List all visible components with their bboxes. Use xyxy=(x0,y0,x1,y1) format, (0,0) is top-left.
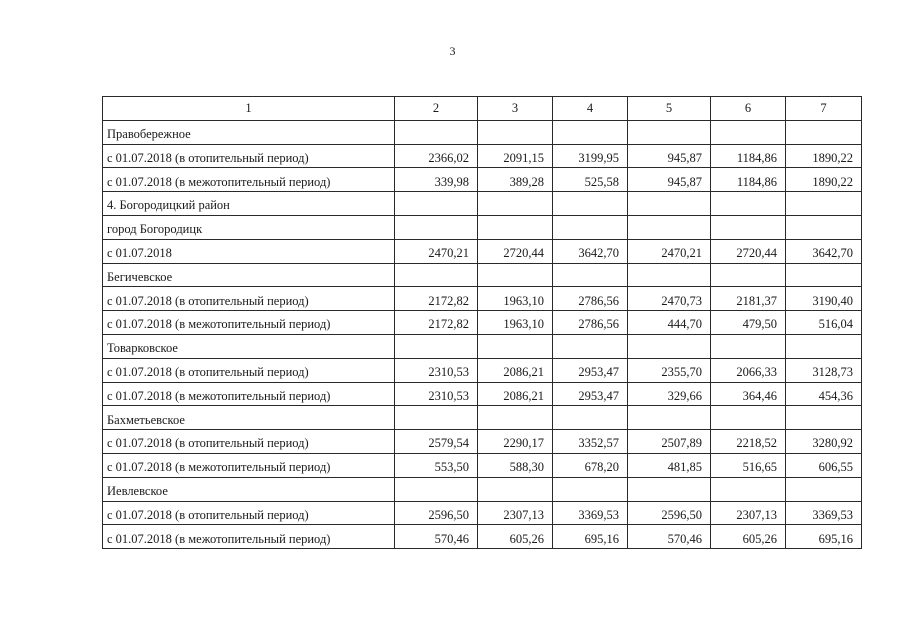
table-row xyxy=(103,358,862,382)
value-cell xyxy=(628,477,711,501)
value-cell xyxy=(478,120,553,144)
value-cell xyxy=(786,263,862,287)
value-cell: 3642,70 xyxy=(786,239,862,263)
value-cell: 1890,22 xyxy=(786,144,862,168)
value-cell: 2066,33 xyxy=(711,358,786,382)
value-cell xyxy=(553,334,628,358)
value-cell: 339,98 xyxy=(395,168,478,192)
table-row xyxy=(103,168,862,192)
value-cell: 454,36 xyxy=(786,382,862,406)
value-cell: 2579,54 xyxy=(395,430,478,454)
value-cell: 2290,17 xyxy=(478,430,553,454)
value-cell: 516,65 xyxy=(711,453,786,477)
value-cell: 945,87 xyxy=(628,168,711,192)
table-body xyxy=(103,97,862,549)
row-label: Правобережное xyxy=(103,120,395,144)
table-row xyxy=(103,287,862,311)
row-label: Бегичевское xyxy=(103,263,395,287)
value-cell xyxy=(711,406,786,430)
value-cell: 2786,56 xyxy=(553,287,628,311)
table-row xyxy=(103,215,862,239)
value-cell xyxy=(628,263,711,287)
value-cell xyxy=(711,477,786,501)
value-cell: 2720,44 xyxy=(711,239,786,263)
table-row xyxy=(103,239,862,263)
row-label: с 01.07.2018 (в межотопительный период) xyxy=(103,525,395,549)
value-cell: 2953,47 xyxy=(553,358,628,382)
header-cell: 4 xyxy=(553,97,628,121)
value-cell xyxy=(711,263,786,287)
value-cell: 2091,15 xyxy=(478,144,553,168)
value-cell: 606,55 xyxy=(786,453,862,477)
value-cell: 1963,10 xyxy=(478,287,553,311)
value-cell xyxy=(395,334,478,358)
value-cell: 2218,52 xyxy=(711,430,786,454)
value-cell: 570,46 xyxy=(628,525,711,549)
table-row xyxy=(103,477,862,501)
row-label: с 01.07.2018 xyxy=(103,239,395,263)
value-cell: 2953,47 xyxy=(553,382,628,406)
value-cell xyxy=(711,215,786,239)
value-cell: 2470,73 xyxy=(628,287,711,311)
value-cell: 695,16 xyxy=(786,525,862,549)
value-cell xyxy=(395,215,478,239)
value-cell: 1890,22 xyxy=(786,168,862,192)
table-row xyxy=(103,120,862,144)
value-cell xyxy=(553,192,628,216)
value-cell: 1184,86 xyxy=(711,144,786,168)
value-cell: 945,87 xyxy=(628,144,711,168)
value-cell xyxy=(395,192,478,216)
row-label: с 01.07.2018 (в межотопительный период) xyxy=(103,311,395,335)
value-cell: 588,30 xyxy=(478,453,553,477)
value-cell: 479,50 xyxy=(711,311,786,335)
value-cell xyxy=(478,406,553,430)
value-cell xyxy=(553,263,628,287)
table-row xyxy=(103,406,862,430)
value-cell xyxy=(478,263,553,287)
value-cell: 678,20 xyxy=(553,453,628,477)
value-cell: 3280,92 xyxy=(786,430,862,454)
table-row xyxy=(103,144,862,168)
value-cell xyxy=(786,120,862,144)
value-cell xyxy=(628,215,711,239)
value-cell: 2596,50 xyxy=(395,501,478,525)
value-cell xyxy=(478,192,553,216)
value-cell xyxy=(628,334,711,358)
row-label: с 01.07.2018 (в межотопительный период) xyxy=(103,382,395,406)
value-cell xyxy=(553,215,628,239)
value-cell: 2172,82 xyxy=(395,287,478,311)
value-cell: 2470,21 xyxy=(395,239,478,263)
value-cell: 516,04 xyxy=(786,311,862,335)
value-cell: 570,46 xyxy=(395,525,478,549)
value-cell: 3352,57 xyxy=(553,430,628,454)
value-cell xyxy=(786,334,862,358)
value-cell: 329,66 xyxy=(628,382,711,406)
row-label: Товарковское xyxy=(103,334,395,358)
value-cell: 2720,44 xyxy=(478,239,553,263)
row-label: с 01.07.2018 (в отопительный период) xyxy=(103,287,395,311)
table-row xyxy=(103,382,862,406)
header-cell: 3 xyxy=(478,97,553,121)
value-cell: 695,16 xyxy=(553,525,628,549)
table-row xyxy=(103,525,862,549)
table-row xyxy=(103,334,862,358)
value-cell: 389,28 xyxy=(478,168,553,192)
table-header-row xyxy=(103,97,862,121)
table-row xyxy=(103,501,862,525)
header-cell: 7 xyxy=(786,97,862,121)
value-cell: 553,50 xyxy=(395,453,478,477)
table-row xyxy=(103,192,862,216)
header-cell: 5 xyxy=(628,97,711,121)
value-cell xyxy=(478,477,553,501)
value-cell: 3128,73 xyxy=(786,358,862,382)
value-cell: 2470,21 xyxy=(628,239,711,263)
row-label: с 01.07.2018 (в отопительный период) xyxy=(103,144,395,168)
value-cell xyxy=(711,192,786,216)
value-cell: 2086,21 xyxy=(478,358,553,382)
row-label: с 01.07.2018 (в межотопительный период) xyxy=(103,168,395,192)
value-cell xyxy=(478,334,553,358)
value-cell xyxy=(395,477,478,501)
value-cell: 364,46 xyxy=(711,382,786,406)
header-cell: 2 xyxy=(395,97,478,121)
row-label: город Богородицк xyxy=(103,215,395,239)
value-cell: 3369,53 xyxy=(553,501,628,525)
value-cell xyxy=(395,406,478,430)
value-cell xyxy=(786,192,862,216)
value-cell: 1963,10 xyxy=(478,311,553,335)
header-cell: 1 xyxy=(103,97,395,121)
value-cell: 2086,21 xyxy=(478,382,553,406)
value-cell: 481,85 xyxy=(628,453,711,477)
value-cell xyxy=(553,406,628,430)
value-cell xyxy=(628,192,711,216)
value-cell: 2307,13 xyxy=(478,501,553,525)
row-label: 4. Богородицкий район xyxy=(103,192,395,216)
value-cell xyxy=(628,406,711,430)
value-cell xyxy=(786,406,862,430)
value-cell xyxy=(711,334,786,358)
value-cell xyxy=(553,477,628,501)
value-cell: 3369,53 xyxy=(786,501,862,525)
value-cell: 2355,70 xyxy=(628,358,711,382)
table-row xyxy=(103,311,862,335)
value-cell: 2310,53 xyxy=(395,358,478,382)
table-row xyxy=(103,263,862,287)
value-cell: 2366,02 xyxy=(395,144,478,168)
value-cell xyxy=(786,215,862,239)
page-number: 3 xyxy=(449,44,456,58)
value-cell: 2181,37 xyxy=(711,287,786,311)
value-cell xyxy=(711,120,786,144)
value-cell: 2507,89 xyxy=(628,430,711,454)
row-label: с 01.07.2018 (в межотопительный период) xyxy=(103,453,395,477)
value-cell: 605,26 xyxy=(478,525,553,549)
table-row xyxy=(103,453,862,477)
value-cell: 2172,82 xyxy=(395,311,478,335)
header-cell: 6 xyxy=(711,97,786,121)
value-cell xyxy=(395,120,478,144)
value-cell xyxy=(628,120,711,144)
row-label: Бахметьевское xyxy=(103,406,395,430)
value-cell: 2596,50 xyxy=(628,501,711,525)
value-cell xyxy=(553,120,628,144)
value-cell: 605,26 xyxy=(711,525,786,549)
row-label: с 01.07.2018 (в отопительный период) xyxy=(103,430,395,454)
value-cell: 3190,40 xyxy=(786,287,862,311)
value-cell: 2786,56 xyxy=(553,311,628,335)
row-label: с 01.07.2018 (в отопительный период) xyxy=(103,501,395,525)
row-label: с 01.07.2018 (в отопительный период) xyxy=(103,358,395,382)
table-row xyxy=(103,430,862,454)
value-cell: 444,70 xyxy=(628,311,711,335)
value-cell: 2307,13 xyxy=(711,501,786,525)
value-cell xyxy=(786,477,862,501)
value-cell: 3642,70 xyxy=(553,239,628,263)
value-cell: 3199,95 xyxy=(553,144,628,168)
value-cell: 1184,86 xyxy=(711,168,786,192)
tariff-table xyxy=(102,96,862,549)
value-cell: 2310,53 xyxy=(395,382,478,406)
row-label: Иевлевское xyxy=(103,477,395,501)
value-cell xyxy=(395,263,478,287)
value-cell: 525,58 xyxy=(553,168,628,192)
value-cell xyxy=(478,215,553,239)
